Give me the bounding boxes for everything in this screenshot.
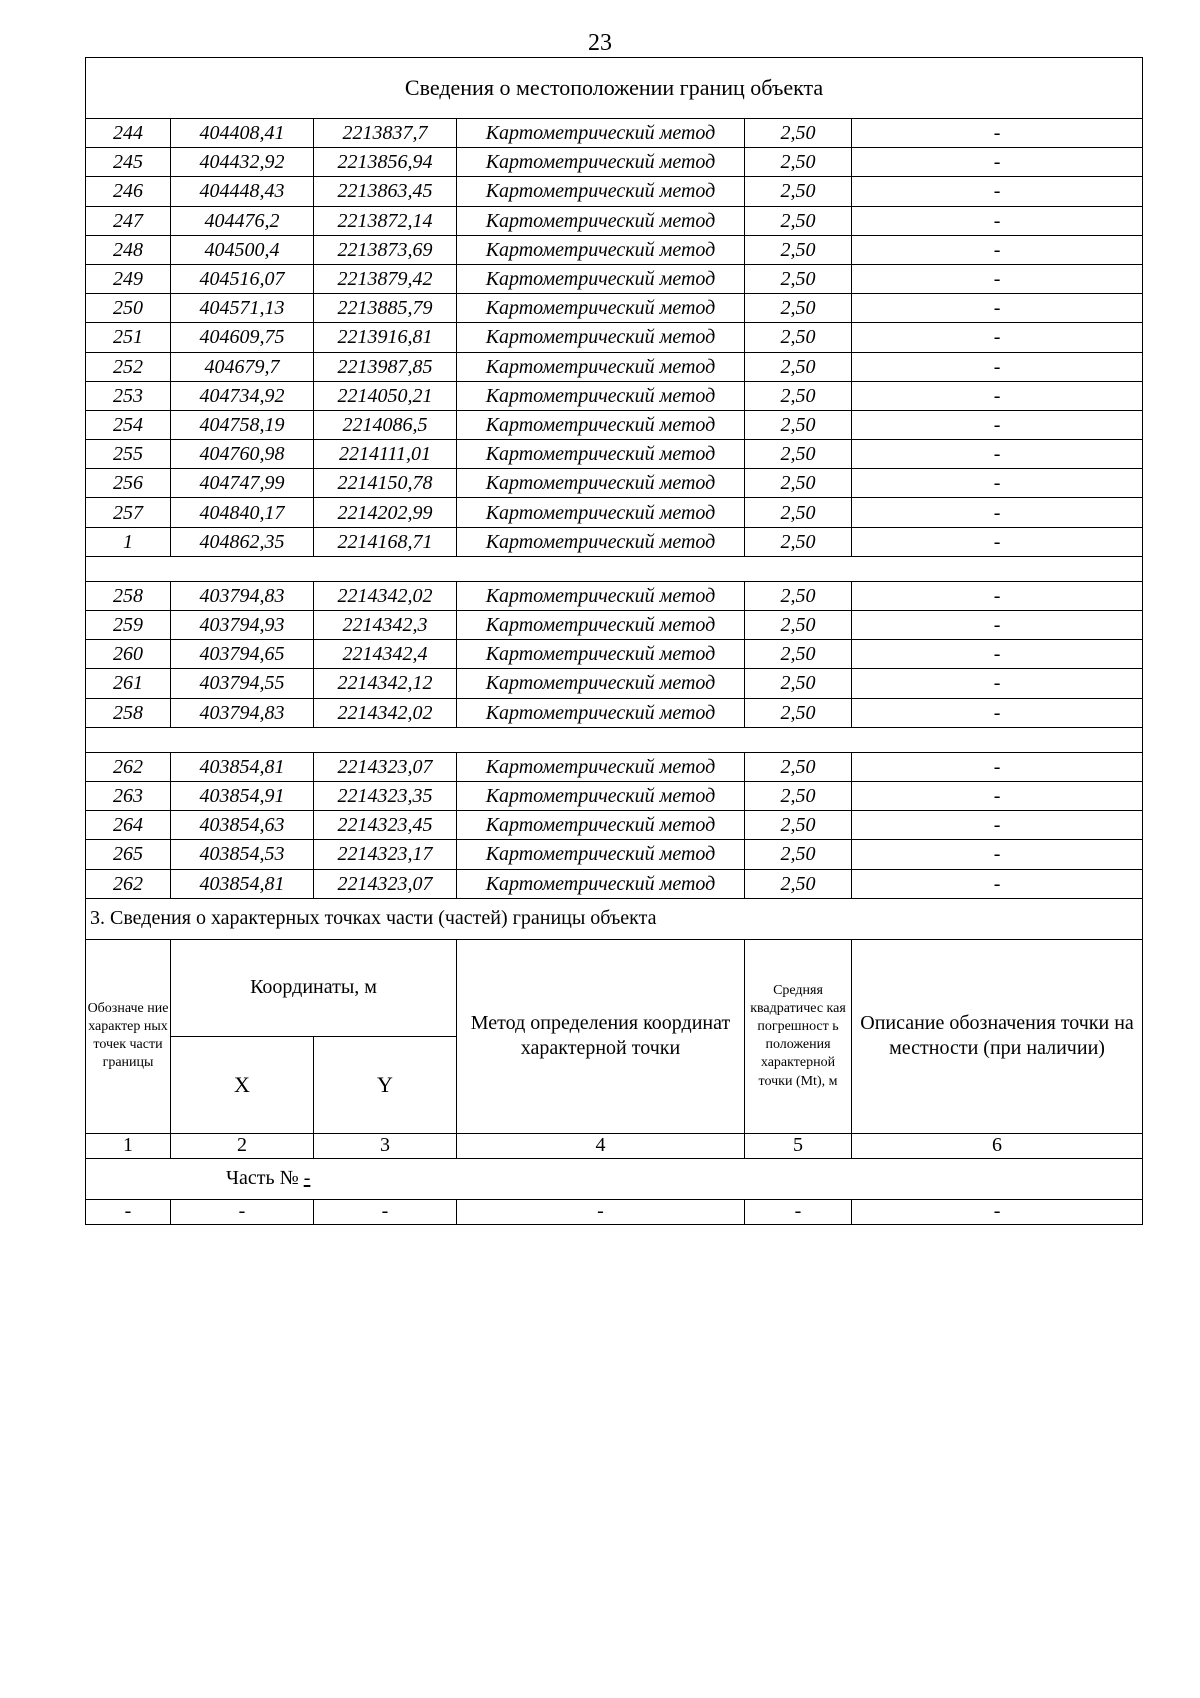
table-cell: Картометрический метод bbox=[457, 669, 745, 698]
table-cell: 2,50 bbox=[745, 640, 852, 669]
table-cell: 403854,53 bbox=[171, 840, 314, 869]
table-cell: 404476,2 bbox=[171, 206, 314, 235]
table-cell: - bbox=[852, 752, 1143, 781]
table-cell: Картометрический метод bbox=[457, 869, 745, 898]
table-cell: Картометрический метод bbox=[457, 294, 745, 323]
table-row bbox=[86, 119, 1143, 148]
table-cell: 2213885,79 bbox=[314, 294, 457, 323]
table-cell: 2214323,07 bbox=[314, 869, 457, 898]
table-cell: 263 bbox=[86, 781, 171, 810]
table-cell: 1 bbox=[86, 527, 171, 556]
table-row bbox=[86, 527, 1143, 556]
part-cell bbox=[86, 1158, 1143, 1199]
table-cell: Картометрический метод bbox=[457, 811, 745, 840]
header-designation: Обозначе ние характер ных точек части границы bbox=[86, 939, 171, 1133]
section3-heading-row bbox=[86, 898, 1143, 939]
table-cell: 403854,81 bbox=[171, 752, 314, 781]
table-cell: 2213916,81 bbox=[314, 323, 457, 352]
table-row bbox=[86, 469, 1143, 498]
section3-header-row bbox=[86, 939, 1143, 1036]
table-cell: 404408,41 bbox=[171, 119, 314, 148]
table-cell: 2,50 bbox=[745, 294, 852, 323]
column-number: 6 bbox=[852, 1133, 1143, 1158]
table-cell: 404609,75 bbox=[171, 323, 314, 352]
table-row bbox=[86, 581, 1143, 610]
table-cell: - bbox=[852, 498, 1143, 527]
table-cell: - bbox=[852, 235, 1143, 264]
table-cell: - bbox=[745, 1199, 852, 1224]
table-cell: 2214111,01 bbox=[314, 440, 457, 469]
table-cell: 2,50 bbox=[745, 698, 852, 727]
table-cell: Картометрический метод bbox=[457, 352, 745, 381]
table-cell: 2214342,4 bbox=[314, 640, 457, 669]
table-cell: 2,50 bbox=[745, 235, 852, 264]
table-cell: 252 bbox=[86, 352, 171, 381]
table-cell: 2,50 bbox=[745, 410, 852, 439]
table-cell: Картометрический метод bbox=[457, 469, 745, 498]
table-cell: Картометрический метод bbox=[457, 498, 745, 527]
table-title-row bbox=[86, 58, 1143, 119]
table-cell: 404747,99 bbox=[171, 469, 314, 498]
table-cell: Картометрический метод bbox=[457, 581, 745, 610]
table-cell: - bbox=[852, 869, 1143, 898]
table-cell: - bbox=[852, 323, 1143, 352]
boundary-table bbox=[85, 57, 1143, 1225]
table-cell: Картометрический метод bbox=[457, 527, 745, 556]
table-cell: 2,50 bbox=[745, 498, 852, 527]
table-cell: - bbox=[852, 264, 1143, 293]
table-cell: 2214323,07 bbox=[314, 752, 457, 781]
table-cell: 247 bbox=[86, 206, 171, 235]
table-cell: 404448,43 bbox=[171, 177, 314, 206]
table-cell: 254 bbox=[86, 410, 171, 439]
table-cell: 2214202,99 bbox=[314, 498, 457, 527]
table-row bbox=[86, 206, 1143, 235]
table-cell: 260 bbox=[86, 640, 171, 669]
table-cell: - bbox=[852, 527, 1143, 556]
table-cell: 403794,93 bbox=[171, 611, 314, 640]
table-cell: 2214050,21 bbox=[314, 381, 457, 410]
column-number: 1 bbox=[86, 1133, 171, 1158]
table-cell: - bbox=[852, 669, 1143, 698]
table-cell: 2,50 bbox=[745, 811, 852, 840]
table-cell: - bbox=[457, 1199, 745, 1224]
table-cell: 2,50 bbox=[745, 669, 852, 698]
table-cell: 2213879,42 bbox=[314, 264, 457, 293]
table-row bbox=[86, 752, 1143, 781]
table-cell: 2214323,35 bbox=[314, 781, 457, 810]
column-number: 3 bbox=[314, 1133, 457, 1158]
table-cell: 2,50 bbox=[745, 352, 852, 381]
table-cell: Картометрический метод bbox=[457, 440, 745, 469]
table-cell: - bbox=[852, 294, 1143, 323]
header-description: Описание обозначения точки на местности (при наличии) bbox=[852, 939, 1143, 1133]
table-cell: 403794,83 bbox=[171, 581, 314, 610]
table-cell: - bbox=[852, 469, 1143, 498]
table-cell: - bbox=[852, 410, 1143, 439]
table-cell: Картометрический метод bbox=[457, 410, 745, 439]
table-cell: 259 bbox=[86, 611, 171, 640]
table-cell: 2214342,02 bbox=[314, 698, 457, 727]
table-cell: 255 bbox=[86, 440, 171, 469]
table-cell: 2,50 bbox=[745, 381, 852, 410]
column-number: 4 bbox=[457, 1133, 745, 1158]
table-cell: 2,50 bbox=[745, 440, 852, 469]
table-cell: 404840,17 bbox=[171, 498, 314, 527]
table-cell: 2214342,12 bbox=[314, 669, 457, 698]
table-cell: - bbox=[852, 148, 1143, 177]
table-cell: - bbox=[852, 177, 1143, 206]
table-cell: Картометрический метод bbox=[457, 264, 745, 293]
table-cell: 2,50 bbox=[745, 206, 852, 235]
page-number: 23 bbox=[588, 30, 612, 56]
table-cell: 2,50 bbox=[745, 869, 852, 898]
table-cell: 2214342,3 bbox=[314, 611, 457, 640]
table-cell: 404432,92 bbox=[171, 148, 314, 177]
table-cell: - bbox=[852, 611, 1143, 640]
table-cell: 403854,63 bbox=[171, 811, 314, 840]
table-row bbox=[86, 410, 1143, 439]
table-cell: 256 bbox=[86, 469, 171, 498]
table-cell: 2,50 bbox=[745, 840, 852, 869]
table-cell: 248 bbox=[86, 235, 171, 264]
table-cell: Картометрический метод bbox=[457, 235, 745, 264]
table-row bbox=[86, 669, 1143, 698]
table-cell: - bbox=[852, 781, 1143, 810]
table-cell: - bbox=[86, 1199, 171, 1224]
table-cell: 261 bbox=[86, 669, 171, 698]
table-cell: Картометрический метод bbox=[457, 206, 745, 235]
table-row bbox=[86, 177, 1143, 206]
table-cell: - bbox=[852, 206, 1143, 235]
table-cell: 404500,4 bbox=[171, 235, 314, 264]
table-cell: - bbox=[852, 119, 1143, 148]
table-cell: 2,50 bbox=[745, 177, 852, 206]
group-separator-row bbox=[86, 556, 1143, 581]
part-empty-row bbox=[86, 1199, 1143, 1224]
boundary-table-body bbox=[86, 58, 1143, 1225]
table-title: Сведения о местоположении границ объекта bbox=[86, 58, 1143, 119]
table-cell: 403854,81 bbox=[171, 869, 314, 898]
table-cell: - bbox=[852, 440, 1143, 469]
table-cell: 404862,35 bbox=[171, 527, 314, 556]
table-row bbox=[86, 840, 1143, 869]
table-cell: 2214150,78 bbox=[314, 469, 457, 498]
group-separator-cell bbox=[86, 727, 1143, 752]
table-cell: Картометрический метод bbox=[457, 840, 745, 869]
table-cell: - bbox=[314, 1199, 457, 1224]
table-cell: 2214323,17 bbox=[314, 840, 457, 869]
table-cell: 404758,19 bbox=[171, 410, 314, 439]
table-row bbox=[86, 811, 1143, 840]
table-cell: 257 bbox=[86, 498, 171, 527]
header-y: Y bbox=[314, 1036, 457, 1133]
table-cell: Картометрический метод bbox=[457, 381, 745, 410]
table-cell: 2,50 bbox=[745, 469, 852, 498]
table-cell: Картометрический метод bbox=[457, 177, 745, 206]
table-cell: 2214342,02 bbox=[314, 581, 457, 610]
table-cell: 2,50 bbox=[745, 148, 852, 177]
table-cell: 258 bbox=[86, 698, 171, 727]
table-cell: 2213873,69 bbox=[314, 235, 457, 264]
table-row bbox=[86, 869, 1143, 898]
table-row bbox=[86, 698, 1143, 727]
table-cell: 2213863,45 bbox=[314, 177, 457, 206]
column-number-row bbox=[86, 1133, 1143, 1158]
part-label: Часть № bbox=[226, 1167, 299, 1190]
section3-heading: 3. Сведения о характерных точках части (частей) границы объекта bbox=[86, 898, 1143, 939]
table-cell: 404516,07 bbox=[171, 264, 314, 293]
table-cell: 245 bbox=[86, 148, 171, 177]
table-cell: - bbox=[852, 811, 1143, 840]
header-error: Средняя квадратичес кая погрешност ь положения характерной точки (Mt), м bbox=[745, 939, 852, 1133]
table-row bbox=[86, 440, 1143, 469]
table-row bbox=[86, 381, 1143, 410]
table-cell: 265 bbox=[86, 840, 171, 869]
table-cell: Картометрический метод bbox=[457, 698, 745, 727]
group-separator-cell bbox=[86, 556, 1143, 581]
part-value: - bbox=[303, 1167, 311, 1190]
table-cell: - bbox=[852, 581, 1143, 610]
table-cell: 2,50 bbox=[745, 781, 852, 810]
table-cell: 2213856,94 bbox=[314, 148, 457, 177]
table-row bbox=[86, 611, 1143, 640]
table-cell: 404679,7 bbox=[171, 352, 314, 381]
header-method: Метод определения координат характерной точки bbox=[457, 939, 745, 1133]
table-row bbox=[86, 781, 1143, 810]
table-cell: - bbox=[852, 381, 1143, 410]
table-cell: 2,50 bbox=[745, 611, 852, 640]
table-cell: 258 bbox=[86, 581, 171, 610]
table-cell: 262 bbox=[86, 752, 171, 781]
table-cell: 2214086,5 bbox=[314, 410, 457, 439]
table-cell: 2,50 bbox=[745, 581, 852, 610]
table-cell: 2214323,45 bbox=[314, 811, 457, 840]
table-cell: 2213872,14 bbox=[314, 206, 457, 235]
table-cell: 253 bbox=[86, 381, 171, 410]
table-cell: 264 bbox=[86, 811, 171, 840]
table-row bbox=[86, 264, 1143, 293]
table-cell: Картометрический метод bbox=[457, 640, 745, 669]
table-cell: Картометрический метод bbox=[457, 323, 745, 352]
table-cell: - bbox=[852, 698, 1143, 727]
header-coordinates: Координаты, м bbox=[171, 939, 457, 1036]
table-row bbox=[86, 148, 1143, 177]
table-row bbox=[86, 294, 1143, 323]
table-cell: 246 bbox=[86, 177, 171, 206]
table-cell: Картометрический метод bbox=[457, 119, 745, 148]
table-cell: 249 bbox=[86, 264, 171, 293]
table-row bbox=[86, 323, 1143, 352]
table-cell: - bbox=[852, 840, 1143, 869]
table-cell: 250 bbox=[86, 294, 171, 323]
table-cell: Картометрический метод bbox=[457, 148, 745, 177]
table-cell: 404571,13 bbox=[171, 294, 314, 323]
part-row bbox=[86, 1158, 1143, 1199]
table-cell: 262 bbox=[86, 869, 171, 898]
group-separator-row bbox=[86, 727, 1143, 752]
table-cell: - bbox=[852, 352, 1143, 381]
table-cell: 2,50 bbox=[745, 264, 852, 293]
table-cell: - bbox=[852, 640, 1143, 669]
table-cell: Картометрический метод bbox=[457, 752, 745, 781]
table-cell: 2,50 bbox=[745, 752, 852, 781]
table-row bbox=[86, 640, 1143, 669]
table-cell: 403794,83 bbox=[171, 698, 314, 727]
table-row bbox=[86, 352, 1143, 381]
table-row bbox=[86, 498, 1143, 527]
table-cell: Картометрический метод bbox=[457, 611, 745, 640]
table-cell: - bbox=[171, 1199, 314, 1224]
table-cell: 403794,55 bbox=[171, 669, 314, 698]
table-cell: 404734,92 bbox=[171, 381, 314, 410]
table-cell: 2213987,85 bbox=[314, 352, 457, 381]
column-number: 2 bbox=[171, 1133, 314, 1158]
table-cell: Картометрический метод bbox=[457, 781, 745, 810]
table-cell: 2214168,71 bbox=[314, 527, 457, 556]
table-cell: 2,50 bbox=[745, 119, 852, 148]
table-row bbox=[86, 235, 1143, 264]
table-cell: 2,50 bbox=[745, 323, 852, 352]
table-cell: 2,50 bbox=[745, 527, 852, 556]
table-cell: 2213837,7 bbox=[314, 119, 457, 148]
column-number: 5 bbox=[745, 1133, 852, 1158]
table-cell: 251 bbox=[86, 323, 171, 352]
table-cell: - bbox=[852, 1199, 1143, 1224]
header-x: X bbox=[171, 1036, 314, 1133]
table-cell: 403794,65 bbox=[171, 640, 314, 669]
table-cell: 244 bbox=[86, 119, 171, 148]
table-cell: 403854,91 bbox=[171, 781, 314, 810]
table-cell: 404760,98 bbox=[171, 440, 314, 469]
